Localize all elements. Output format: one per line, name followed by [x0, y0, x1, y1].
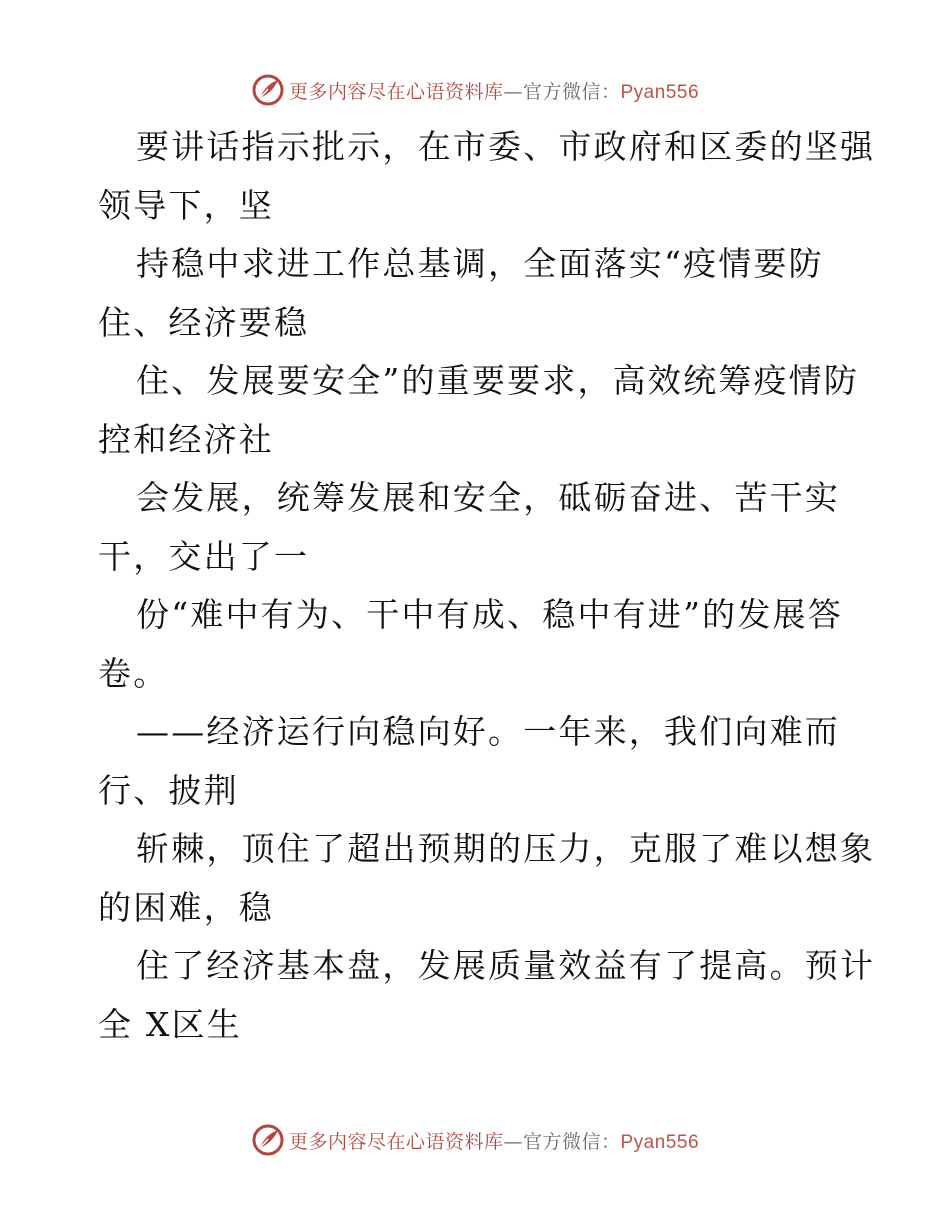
text-line: ——经济运行向稳向好。一年来，我们向难而 [136, 712, 840, 751]
text-line: 领导下，坚 [98, 185, 274, 225]
feather-pen-logo-icon [251, 1123, 285, 1157]
footer-banner [0, 1120, 950, 1160]
banner-wechat-label: 官方微信： [522, 80, 621, 103]
banner-text [289, 1127, 699, 1154]
banner-wechat-label: 官方微信： [522, 1130, 621, 1153]
banner-main-text: 更多内容尽在心语资料库 [288, 1130, 504, 1153]
text-line: 卷。 [98, 653, 169, 693]
feather-pen-logo-icon [251, 73, 285, 107]
banner-text [289, 77, 699, 104]
banner-main-text: 更多内容尽在心语资料库 [288, 80, 504, 103]
banner-separator: — [503, 80, 523, 103]
text-line: 持稳中求进工作总基调，全面落实“疫情要防 [136, 244, 824, 283]
text-line: 斩棘，顶住了超出预期的压力，克服了难以想象 [136, 829, 876, 868]
text-line: 住、经济要稳 [98, 302, 310, 342]
banner-wechat-id: Pyan556 [620, 1131, 700, 1153]
text-line: 住了经济基本盘，发展质量效益有了提高。预计 [136, 946, 876, 985]
text-line: 要讲话指示批示，在市委、市政府和区委的坚强 [136, 127, 876, 166]
text-line: 控和经济社 [98, 419, 274, 459]
banner-wechat-id: Pyan556 [620, 81, 700, 103]
text-line: 干，交出了一 [98, 536, 310, 576]
text-line: 行、披荆 [98, 770, 239, 810]
text-line: 的困难，稳 [98, 887, 274, 927]
header-banner [0, 70, 950, 110]
text-line: 全 X区生 [98, 1004, 242, 1044]
document-body [98, 118, 876, 1054]
text-line: 会发展，统筹发展和安全，砥砺奋进、苦干实 [136, 478, 840, 517]
banner-separator: — [503, 1130, 523, 1153]
text-line: 住、发展要安全”的重要要求，高效统筹疫情防 [136, 361, 860, 400]
text-line: 份“难中有为、干中有成、稳中有进”的发展答 [136, 595, 843, 634]
